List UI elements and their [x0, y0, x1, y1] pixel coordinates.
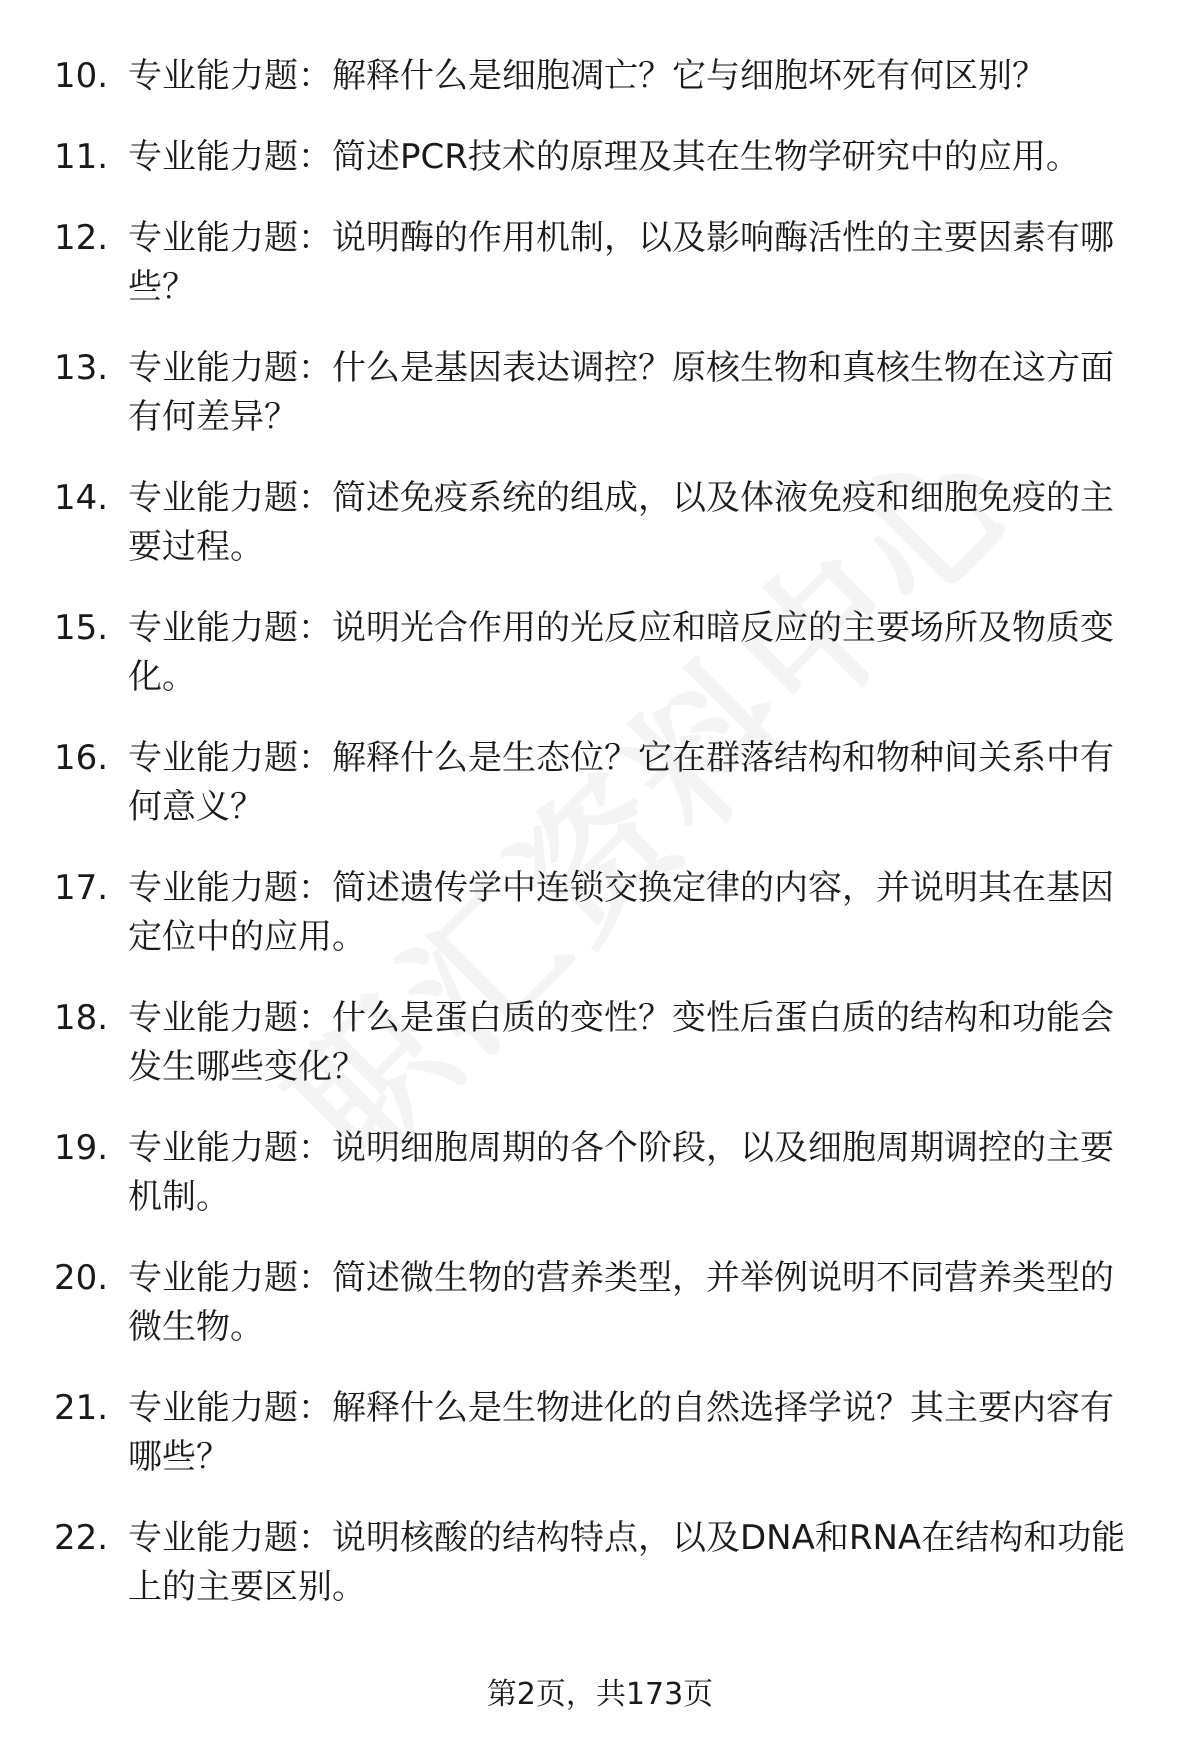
question-text: 专业能力题：解释什么是生态位？它在群落结构和物种间关系中有何意义？ — [128, 738, 1114, 827]
list-item — [0, 864, 1200, 962]
list-item — [0, 734, 1200, 832]
question-text: 专业能力题：简述遗传学中连锁交换定律的内容，并说明其在基因定位中的应用。 — [128, 868, 1114, 957]
question-number: 14. — [54, 478, 109, 518]
question-number: 12. — [54, 218, 109, 258]
question-number: 16. — [54, 738, 109, 778]
question-text: 专业能力题：简述免疫系统的组成，以及体液免疫和细胞免疫的主要过程。 — [128, 478, 1114, 567]
page-indicator: 第2页，共173页 — [486, 1677, 714, 1712]
question-list — [0, 52, 1200, 1644]
list-item — [0, 214, 1200, 312]
question-text: 专业能力题：解释什么是生物进化的自然选择学说？其主要内容有哪些？ — [128, 1388, 1114, 1477]
question-text: 专业能力题：简述微生物的营养类型，并举例说明不同营养类型的微生物。 — [128, 1258, 1114, 1347]
question-text: 专业能力题：简述PCR技术的原理及其在生物学研究中的应用。 — [128, 137, 1080, 177]
list-item — [0, 1514, 1200, 1612]
list-item — [0, 604, 1200, 702]
list-item — [0, 1254, 1200, 1352]
question-number: 10. — [54, 56, 109, 96]
question-number: 22. — [54, 1518, 109, 1558]
list-item — [0, 133, 1200, 182]
question-text: 专业能力题：说明核酸的结构特点，以及DNA和RNA在结构和功能上的主要区别。 — [128, 1518, 1126, 1607]
question-number: 19. — [54, 1128, 109, 1168]
list-item — [0, 1124, 1200, 1222]
question-text: 专业能力题：解释什么是细胞凋亡？它与细胞坏死有何区别？ — [128, 56, 1046, 96]
question-text: 专业能力题：说明酶的作用机制，以及影响酶活性的主要因素有哪些？ — [128, 218, 1114, 307]
list-item — [0, 344, 1200, 442]
question-number: 20. — [54, 1258, 109, 1298]
question-number: 18. — [54, 998, 109, 1038]
question-text: 专业能力题：说明光合作用的光反应和暗反应的主要场所及物质变化。 — [128, 608, 1114, 697]
list-item — [0, 994, 1200, 1092]
question-number: 17. — [54, 868, 109, 908]
question-number: 11. — [54, 137, 109, 177]
question-text: 专业能力题：什么是基因表达调控？原核生物和真核生物在这方面有何差异？ — [128, 348, 1114, 437]
list-item — [0, 1384, 1200, 1482]
question-text: 专业能力题：什么是蛋白质的变性？变性后蛋白质的结构和功能会发生哪些变化？ — [128, 998, 1114, 1087]
question-number: 13. — [54, 348, 109, 388]
question-number: 15. — [54, 608, 109, 648]
list-item — [0, 474, 1200, 572]
question-text: 专业能力题：说明细胞周期的各个阶段，以及细胞周期调控的主要机制。 — [128, 1128, 1114, 1217]
list-item — [0, 52, 1200, 101]
question-number: 21. — [54, 1388, 109, 1428]
